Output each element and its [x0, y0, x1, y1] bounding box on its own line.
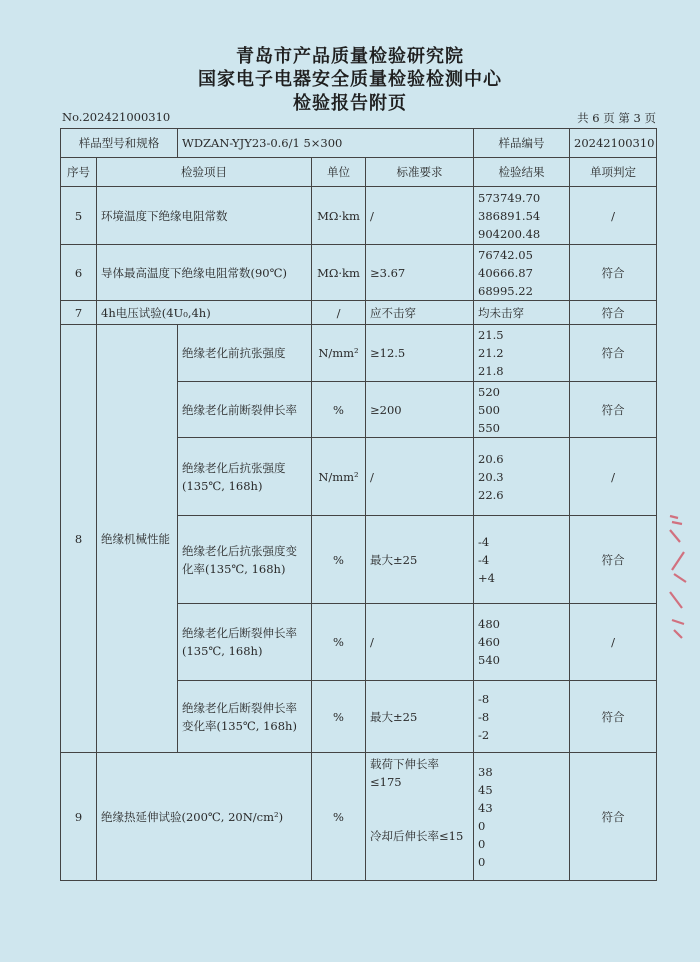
verdict-cell: 符合 — [570, 301, 657, 325]
unit-cell: MΩ·km — [312, 187, 366, 245]
verdict-cell: 符合 — [570, 382, 657, 438]
result-value: 21.5 — [478, 328, 504, 342]
table-row — [61, 245, 657, 301]
result-value: 540 — [478, 653, 500, 667]
result-value: 20.3 — [478, 469, 504, 484]
col-result: 检验结果 — [474, 158, 570, 187]
result-value: 904200.48 — [478, 226, 541, 241]
standard-cell: ≥200 — [366, 382, 474, 438]
result-value: 520 — [478, 384, 500, 399]
result-value: 460 — [478, 635, 500, 649]
result-value: -2 — [478, 727, 490, 742]
model-label: 样品型号和规格 — [61, 129, 178, 158]
result-cell — [474, 753, 570, 881]
result-cell — [474, 516, 570, 604]
red-stamp-fragment — [664, 512, 694, 642]
result-value: -8 — [478, 691, 490, 706]
result-value: 45 — [478, 782, 493, 797]
result-value: 0 — [478, 854, 486, 869]
standard-cell: ≥12.5 — [366, 325, 474, 382]
result-cell — [474, 325, 570, 382]
sample-number-value: 20242100310 — [570, 129, 657, 158]
column-header-row — [61, 158, 657, 187]
standard-load: 载荷下伸长率≤175 — [370, 757, 439, 789]
result-value: 38 — [478, 764, 493, 779]
result-cell — [474, 187, 570, 245]
col-standard: 标准要求 — [366, 158, 474, 187]
standard-cell: ≥3.67 — [366, 245, 474, 301]
unit-cell: % — [312, 516, 366, 604]
standard-cell: / — [366, 604, 474, 681]
result-value: 21.2 — [478, 346, 504, 360]
result-value: -4 — [478, 552, 490, 567]
col-verdict: 单项判定 — [570, 158, 657, 187]
unit-cell: N/mm² — [312, 438, 366, 516]
standard-cell — [366, 753, 474, 881]
seq-cell: 8 — [61, 325, 97, 753]
result-value: -4 — [478, 534, 490, 549]
verdict-cell: / — [570, 604, 657, 681]
item-cell: 绝缘老化后抗张强度(135℃, 168h) — [178, 438, 312, 516]
table-row — [61, 301, 657, 325]
verdict-cell: 符合 — [570, 753, 657, 881]
page-title: 检验报告附页 — [293, 93, 407, 114]
result-value: 0 — [478, 836, 486, 851]
result-value: 68995.22 — [478, 283, 533, 298]
sample-info-row — [61, 129, 657, 158]
result-value: 386891.54 — [478, 208, 541, 223]
institute-name: 青岛市产品质量检验研究院 — [236, 46, 464, 67]
item-cell: 绝缘老化后断裂伸长率变化率(135℃, 168h) — [178, 681, 312, 753]
item-cell: 4h电压试验(4U₀,4h) — [97, 301, 312, 325]
item-cell: 绝缘热延伸试验(200℃, 20N/cm²) — [97, 753, 312, 881]
seq-cell: 5 — [61, 187, 97, 245]
result-cell — [474, 382, 570, 438]
item-cell: 绝缘老化后抗张强度变化率(135℃, 168h) — [178, 516, 312, 604]
col-item: 检验项目 — [97, 158, 312, 187]
unit-cell: / — [312, 301, 366, 325]
result-value: 22.6 — [478, 487, 504, 502]
unit-cell: % — [312, 753, 366, 881]
result-value: 573749.70 — [478, 190, 541, 205]
sample-number-label: 样品编号 — [474, 129, 570, 158]
result-value: 480 — [478, 617, 500, 631]
standard-cell: / — [366, 438, 474, 516]
seq-cell: 7 — [61, 301, 97, 325]
verdict-cell: 符合 — [570, 245, 657, 301]
unit-cell: % — [312, 604, 366, 681]
result-cell — [474, 681, 570, 753]
seq-cell: 6 — [61, 245, 97, 301]
standard-cooling: 冷却后伸长率≤15 — [370, 829, 464, 843]
item-cell: 绝缘老化后断裂伸长率(135℃, 168h) — [178, 604, 312, 681]
standard-cell: 最大±25 — [366, 681, 474, 753]
unit-cell: MΩ·km — [312, 245, 366, 301]
report-number: No.202421000310 — [62, 110, 171, 124]
unit-cell: % — [312, 681, 366, 753]
item-cell: 绝缘老化前断裂伸长率 — [178, 382, 312, 438]
verdict-cell: / — [570, 438, 657, 516]
result-value: 21.8 — [478, 364, 504, 378]
col-unit: 单位 — [312, 158, 366, 187]
verdict-cell: 符合 — [570, 681, 657, 753]
unit-cell: % — [312, 382, 366, 438]
category-cell: 绝缘机械性能 — [97, 325, 178, 753]
inspection-table — [60, 128, 657, 881]
model-value: WDZAN-YJY23-0.6/1 5×300 — [178, 129, 474, 158]
result-value: -8 — [478, 709, 490, 724]
verdict-cell: 符合 — [570, 516, 657, 604]
standard-cell: 最大±25 — [366, 516, 474, 604]
result-value: 20.6 — [478, 451, 504, 466]
center-name: 国家电子电器安全质量检验检测中心 — [198, 69, 502, 90]
table-row — [61, 325, 657, 382]
result-value: +4 — [478, 570, 495, 585]
standard-cell: 应不击穿 — [366, 301, 474, 325]
result-cell: 均未击穿 — [474, 301, 570, 325]
result-value: 500 — [478, 402, 500, 417]
item-cell: 环境温度下绝缘电阻常数 — [97, 187, 312, 245]
result-cell — [474, 245, 570, 301]
verdict-cell: 符合 — [570, 325, 657, 382]
table-row — [61, 187, 657, 245]
result-value: 40666.87 — [478, 265, 533, 280]
result-cell — [474, 438, 570, 516]
unit-cell: N/mm² — [312, 325, 366, 382]
verdict-cell: / — [570, 187, 657, 245]
result-value: 0 — [478, 818, 486, 833]
result-value: 76742.05 — [478, 247, 533, 262]
result-cell — [474, 604, 570, 681]
item-cell: 导体最高温度下绝缘电阻常数(90℃) — [97, 245, 312, 301]
table-row — [61, 753, 657, 881]
page-info: 共 6 页 第 3 页 — [577, 111, 656, 125]
result-value: 550 — [478, 420, 500, 435]
standard-cell: / — [366, 187, 474, 245]
result-value: 43 — [478, 800, 493, 815]
seq-cell: 9 — [61, 753, 97, 881]
item-cell: 绝缘老化前抗张强度 — [178, 325, 312, 382]
col-seq: 序号 — [61, 158, 97, 187]
